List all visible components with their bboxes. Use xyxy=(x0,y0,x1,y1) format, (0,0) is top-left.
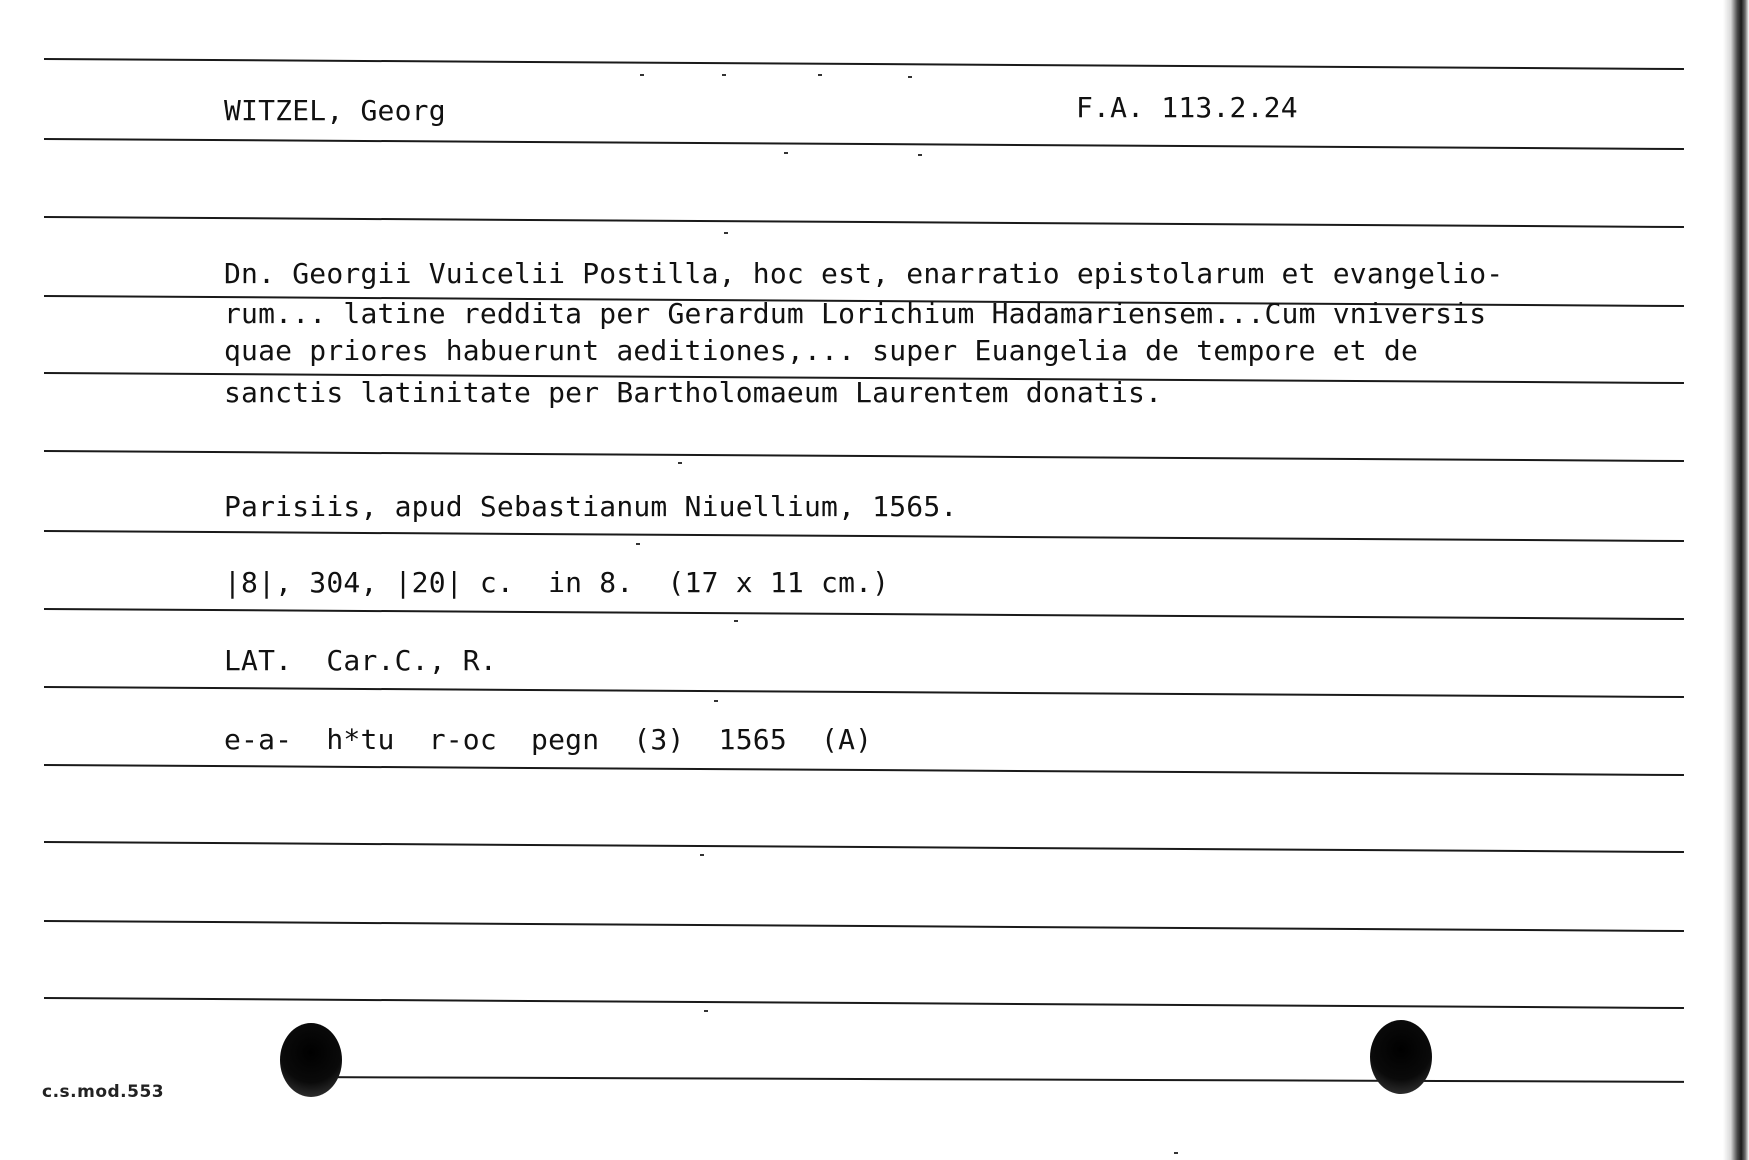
rule-line xyxy=(44,138,1684,150)
speck xyxy=(818,74,822,76)
card-edge-shadow xyxy=(1723,0,1749,1160)
title-line: sanctis latinitate per Bartholomaeum Laurentem donatis. xyxy=(224,376,1163,409)
speck xyxy=(640,74,644,76)
speck xyxy=(700,854,704,856)
rule-line xyxy=(44,608,1684,620)
punch-hole-left xyxy=(280,1023,342,1097)
rule-line xyxy=(44,450,1684,462)
title-line: quae priores habuerunt aeditiones,... super Euangelia de tempore et de xyxy=(224,334,1419,367)
speck xyxy=(1174,1152,1178,1154)
speck xyxy=(784,152,788,154)
speck xyxy=(724,232,728,234)
title-line: rum... latine reddita per Gerardum Lorichium Hadamariensem...Cum vniversis xyxy=(224,297,1487,330)
speck xyxy=(908,76,912,78)
rule-line xyxy=(44,530,1684,542)
language-notes: LAT. Car.C., R. xyxy=(224,644,497,677)
author-heading: WITZEL, Georg xyxy=(224,94,446,127)
speck xyxy=(722,74,726,76)
rule-line xyxy=(44,216,1684,228)
speck xyxy=(636,543,640,545)
rule-line xyxy=(44,58,1684,70)
speck xyxy=(734,620,738,622)
shelfmark: F.A. 113.2.24 xyxy=(1076,91,1298,124)
speck xyxy=(714,700,718,702)
rule-line xyxy=(290,1076,1684,1083)
imprint: Parisiis, apud Sebastianum Niuellium, 1565. xyxy=(224,490,958,523)
rule-line xyxy=(44,841,1684,853)
rule-line xyxy=(44,920,1684,932)
rule-line xyxy=(44,764,1684,776)
title-line: Dn. Georgii Vuicelii Postilla, hoc est, enarratio epistolarum et evangelio- xyxy=(224,257,1504,290)
speck xyxy=(704,1010,708,1012)
punch-hole-right xyxy=(1370,1020,1432,1094)
rule-line xyxy=(44,686,1684,698)
rule-line xyxy=(44,997,1684,1009)
form-code: c.s.mod.553 xyxy=(42,1082,165,1102)
speck xyxy=(918,154,922,156)
speck xyxy=(678,462,682,464)
fingerprint: e-a- h*tu r-oc pegn (3) 1565 (A) xyxy=(224,723,873,756)
collation: |8|, 304, |20| c. in 8. (17 x 11 cm.) xyxy=(224,566,890,599)
